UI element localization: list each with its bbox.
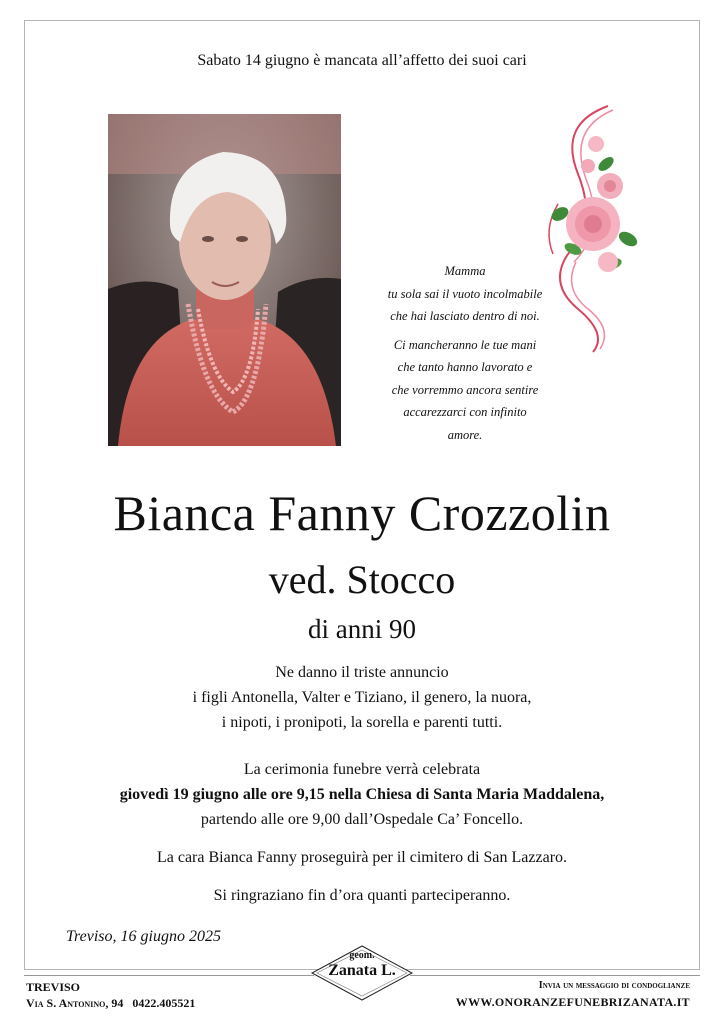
website-link[interactable]: WWW.ONORANZEFUNEBRIZANATA.IT — [455, 995, 690, 1009]
widow-of: ved. Stocco — [268, 557, 456, 602]
footer-phone[interactable]: 0422.405521 — [132, 996, 196, 1010]
footer-address-line — [26, 996, 195, 1011]
poem-line: che hai lasciato dentro di noi. — [390, 309, 540, 323]
footer-divider-right — [410, 975, 700, 976]
deceased-name: Bianca Fanny Crozzolin — [113, 485, 611, 541]
poem — [360, 260, 570, 446]
footer-address: Via S. Antonino, 94 — [26, 996, 124, 1010]
intro-text: Sabato 14 giugno è mancata all’affetto dei suoi cari — [197, 52, 527, 69]
poem-line: che tanto hanno lavorato e — [397, 360, 533, 374]
portrait-photo — [108, 114, 341, 446]
poem-line: tu sola sai il vuoto incolmabile — [387, 286, 543, 301]
ceremony-line: partendo alle ore 9,00 dall’Ospedale Ca’ Foncello. — [200, 811, 524, 828]
thanks-text: Si ringraziano fin d’ora quanti parteciperanno. — [213, 887, 511, 904]
poem-line: che vorremmo ancora sentire — [391, 382, 539, 397]
footer-city: TREVISO — [26, 980, 81, 994]
announcement-line: Ne danno il triste annuncio — [275, 664, 449, 681]
poem-line: amore. — [447, 427, 483, 442]
ceremony-line: La cerimonia funebre verrà celebrata — [243, 761, 481, 778]
condolence-message-link[interactable]: Invia un messaggio di condoglianze — [538, 980, 690, 991]
announcement-line: i nipoti, i pronipoti, la sorella e parenti tutti. — [221, 714, 503, 731]
announcement-line: i figli Antonella, Valter e Tiziano, il genero, la nuora, — [192, 689, 532, 706]
logo-name: Zanata L. — [328, 962, 396, 979]
footer-divider-left — [24, 975, 314, 976]
place-date: Treviso, 16 giugno 2025 — [66, 928, 221, 945]
burial-text: La cara Bianca Fanny proseguirà per il cimitero di San Lazzaro. — [156, 849, 568, 866]
poem-line: Ci mancheranno le tue mani — [393, 337, 537, 352]
logo-title: geom. — [349, 950, 375, 961]
age: di anni 90 — [308, 614, 416, 644]
poem-line: Mamma — [444, 264, 486, 278]
poem-line: accarezzarci con infinito — [403, 405, 527, 419]
ceremony-date-line: giovedì 19 giugno alle ore 9,15 nella Chiesa di Santa Maria Maddalena, — [119, 786, 605, 803]
